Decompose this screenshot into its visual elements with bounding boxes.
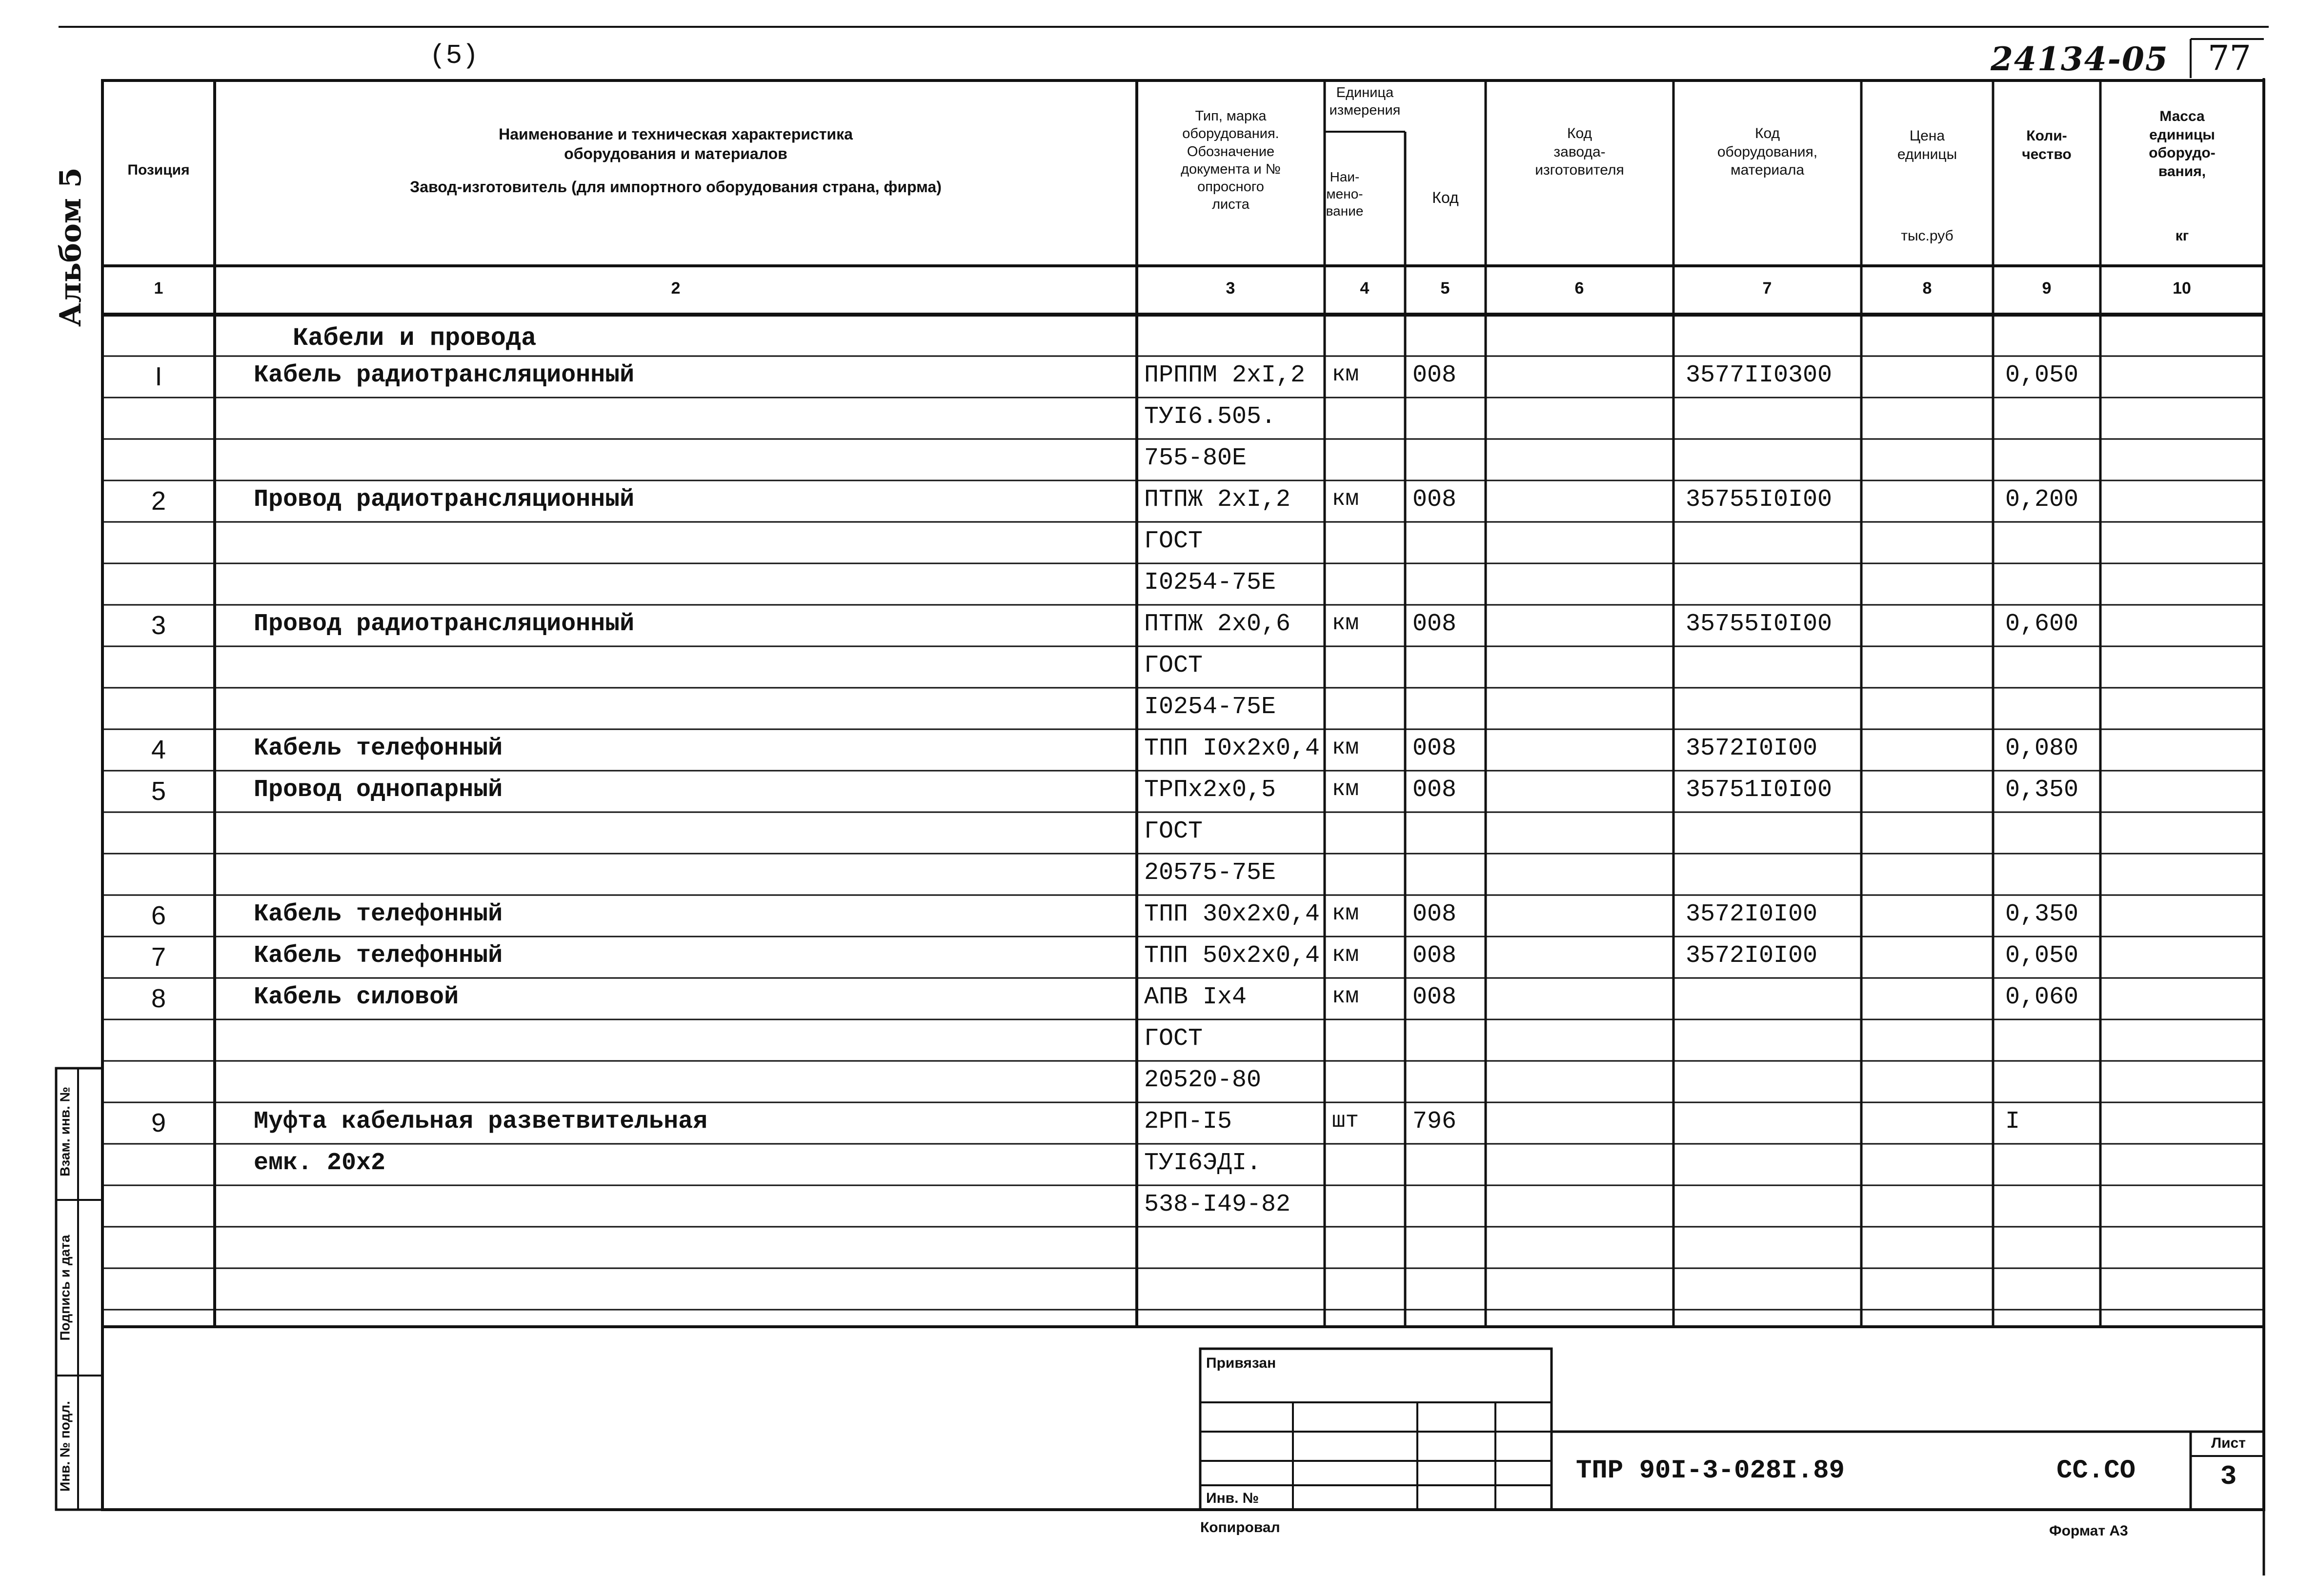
sheet-code: СС.СО <box>2056 1456 2136 1486</box>
page-number: 77 <box>2208 38 2252 78</box>
column-number-2: 2 <box>671 279 681 298</box>
header-name <box>215 124 1137 197</box>
cell-name: Провод радиотрансляционный <box>254 610 635 638</box>
cell-name: Кабель силовой <box>254 983 459 1011</box>
header-type-line-3: Обозначение <box>1187 143 1275 160</box>
header-material-code-line-3: материала <box>1730 162 1805 178</box>
cell-type: ТУI6ЭДI. <box>1144 1149 1262 1177</box>
column-number-7: 7 <box>1762 279 1772 298</box>
header-type-line-4: документа и № <box>1181 161 1281 177</box>
cell-qty: 0,060 <box>2005 983 2079 1011</box>
header-type-line-5: опросного <box>1197 179 1264 195</box>
column-number-10: 10 <box>2173 279 2191 298</box>
cell-type: ТПП I0х2х0,4 <box>1144 735 1320 762</box>
cell-qty: 0,600 <box>2005 610 2079 638</box>
cell-pos: 4 <box>151 735 166 764</box>
cell-name: емк. 20х2 <box>254 1149 386 1177</box>
cell-qty: I <box>2005 1108 2020 1136</box>
header-mass <box>2100 107 2264 180</box>
cell-pos: I <box>155 362 162 391</box>
cell-code: 008 <box>1412 735 1457 762</box>
header-name-line2: оборудования и материалов <box>564 145 787 162</box>
header-unit-name <box>1325 168 1365 219</box>
cell-material: 3572I0I00 <box>1686 900 1818 928</box>
cell-type: ТПП 30х2х0,4 <box>1144 900 1320 928</box>
cell-unit: км <box>1331 901 1359 926</box>
cell-code: 008 <box>1412 486 1457 514</box>
cell-qty: 0,350 <box>2005 900 2079 928</box>
cell-unit: шт <box>1331 1108 1359 1134</box>
header-unit-group-line-2: измерения <box>1329 102 1401 119</box>
cell-unit: км <box>1331 942 1359 968</box>
cell-qty: 0,050 <box>2005 942 2079 970</box>
cell-material: 3572I0I00 <box>1686 942 1818 970</box>
cell-name: Провод однопарный <box>254 776 503 804</box>
cell-type: 755-80Е <box>1144 444 1247 472</box>
cell-pos: 8 <box>151 984 166 1013</box>
cell-type: АПВ Iх4 <box>1144 983 1247 1011</box>
cell-type: ПРППМ 2хI,2 <box>1144 361 1306 389</box>
header-mass-line-3: оборудо- <box>2149 145 2216 161</box>
sheet-label: Лист <box>2211 1435 2246 1451</box>
sheet-number: 3 <box>2220 1461 2237 1492</box>
cell-unit: км <box>1331 611 1359 636</box>
header-name-line1: Наименование и техническая характеристика <box>499 125 853 143</box>
document-code: ТПР 90I-3-028I.89 <box>1576 1456 1845 1486</box>
header-quantity-line-2: чество <box>2022 146 2072 162</box>
cell-type: 538-I49-82 <box>1144 1191 1291 1218</box>
stamp-replacement-inv: Взам. инв. № <box>57 1087 73 1177</box>
header-unit-group <box>1325 84 1405 120</box>
cell-type: 20520-80 <box>1144 1066 1262 1094</box>
header-price-unit: тыс.руб <box>1901 228 1954 244</box>
header-unit-name-line-2: мено- <box>1326 186 1363 201</box>
column-number-5: 5 <box>1440 279 1450 298</box>
header-type-line-1: Тип, марка <box>1195 108 1267 124</box>
column-number-8: 8 <box>1922 279 1932 298</box>
cell-qty: 0,050 <box>2005 361 2079 389</box>
column-number-1: 1 <box>154 279 163 298</box>
header-type-line-2: оборудования. <box>1182 126 1279 142</box>
cell-type: 2РП-I5 <box>1144 1108 1232 1136</box>
header-material-code <box>1673 124 1861 180</box>
header-position: Позиция <box>127 162 190 178</box>
cell-code: 008 <box>1412 983 1457 1011</box>
header-factory-code <box>1486 124 1673 180</box>
cell-type: I0254-75Е <box>1144 693 1276 721</box>
header-name-line3: Завод-изготовитель (для импортного оборудования страна, фирма) <box>410 178 942 196</box>
attached-label: Привязан <box>1206 1355 1276 1371</box>
column-number-6: 6 <box>1574 279 1584 298</box>
cell-unit: км <box>1331 984 1359 1009</box>
cell-pos: 5 <box>151 777 166 806</box>
header-price-line-1: Цена <box>1909 128 1945 144</box>
cell-type: ТПП 50х2х0,4 <box>1144 942 1320 970</box>
cell-code: 008 <box>1412 776 1457 804</box>
cell-type: ГОСТ <box>1144 652 1203 679</box>
cell-unit: км <box>1331 486 1359 512</box>
cell-code: 008 <box>1412 900 1457 928</box>
header-mass-line-2: единицы <box>2149 126 2215 143</box>
cell-type: I0254-75Е <box>1144 569 1276 597</box>
cell-pos: 9 <box>151 1108 166 1137</box>
cell-pos: 6 <box>151 901 166 930</box>
album-label: Альбом 5 <box>54 167 88 327</box>
cell-material: 3572I0I00 <box>1686 735 1818 762</box>
cell-material: 3577II0300 <box>1686 361 1833 389</box>
header-factory-code-line-3: изготовителя <box>1535 162 1624 178</box>
header-quantity-line-1: Коли- <box>2026 128 2067 144</box>
header-unit-code: Код <box>1432 189 1459 206</box>
cell-name: Провод радиотрансляционный <box>254 486 635 514</box>
cell-type: ГОСТ <box>1144 527 1203 555</box>
header-factory-code-line-1: Код <box>1567 125 1592 141</box>
header-material-code-line-1: Код <box>1754 125 1780 141</box>
cell-name: Кабель телефонный <box>254 735 503 762</box>
cell-code: 796 <box>1412 1108 1457 1136</box>
cell-name: Кабель радиотрансляционный <box>254 361 635 389</box>
cell-type: ГОСТ <box>1144 1025 1203 1053</box>
cell-type: ГОСТ <box>1144 818 1203 845</box>
stamp-signature-date: Подпись и дата <box>57 1235 73 1341</box>
section-title: Кабели и провода <box>293 324 537 353</box>
cell-type: ПТПЖ 2х0,6 <box>1144 610 1291 638</box>
header-unit-name-line-3: вание <box>1326 203 1364 219</box>
cell-qty: 0,080 <box>2005 735 2079 762</box>
column-number-9: 9 <box>2042 279 2052 298</box>
cell-pos: 7 <box>151 942 166 972</box>
cell-material: 35755I0I00 <box>1686 610 1833 638</box>
header-type-line-6: листа <box>1212 197 1249 213</box>
cell-material: 35755I0I00 <box>1686 486 1833 514</box>
cell-pos: 2 <box>151 486 166 516</box>
cell-code: 008 <box>1412 942 1457 970</box>
cell-type: ТУI6.505. <box>1144 403 1276 431</box>
copied-label: Копировал <box>1200 1519 1280 1536</box>
cell-name: Кабель телефонный <box>254 942 503 970</box>
format-label: Формат А3 <box>2049 1523 2128 1539</box>
cell-unit: км <box>1331 362 1359 387</box>
header-type <box>1137 107 1325 214</box>
header-price <box>1861 127 1993 163</box>
cell-qty: 0,200 <box>2005 486 2079 514</box>
handwritten-number: 24134-05 <box>1991 40 2169 78</box>
cell-unit: км <box>1331 777 1359 802</box>
column-number-3: 3 <box>1226 279 1235 298</box>
cell-type: ТРПх2х0,5 <box>1144 776 1276 804</box>
cell-type: ПТПЖ 2хI,2 <box>1144 486 1291 514</box>
cell-pos: 3 <box>151 611 166 640</box>
header-mass-line-4: вания, <box>2158 163 2206 180</box>
stamp-original-inv: Инв. № подл. <box>57 1401 73 1492</box>
cell-qty: 0,350 <box>2005 776 2079 804</box>
cell-code: 008 <box>1412 361 1457 389</box>
sheet-mark: (5) <box>429 40 479 71</box>
inventory-label: Инв. № <box>1206 1490 1259 1506</box>
header-unit-group-line-1: Единица <box>1336 85 1394 100</box>
cell-unit: км <box>1331 735 1359 760</box>
column-number-4: 4 <box>1360 279 1370 298</box>
header-mass-line-1: Масса <box>2159 108 2205 124</box>
cell-name: Муфта кабельная разветвительная <box>254 1108 708 1136</box>
cell-material: 35751I0I00 <box>1686 776 1833 804</box>
cell-name: Кабель телефонный <box>254 900 503 928</box>
cell-code: 008 <box>1412 610 1457 638</box>
header-mass-unit: кг <box>2175 228 2189 244</box>
header-factory-code-line-2: завода- <box>1553 143 1606 160</box>
header-unit-name-line-1: Наи- <box>1330 169 1360 184</box>
cell-type: 20575-75Е <box>1144 859 1276 887</box>
header-material-code-line-2: оборудования, <box>1717 143 1818 160</box>
header-price-line-2: единицы <box>1897 146 1957 162</box>
header-quantity <box>1993 127 2100 163</box>
